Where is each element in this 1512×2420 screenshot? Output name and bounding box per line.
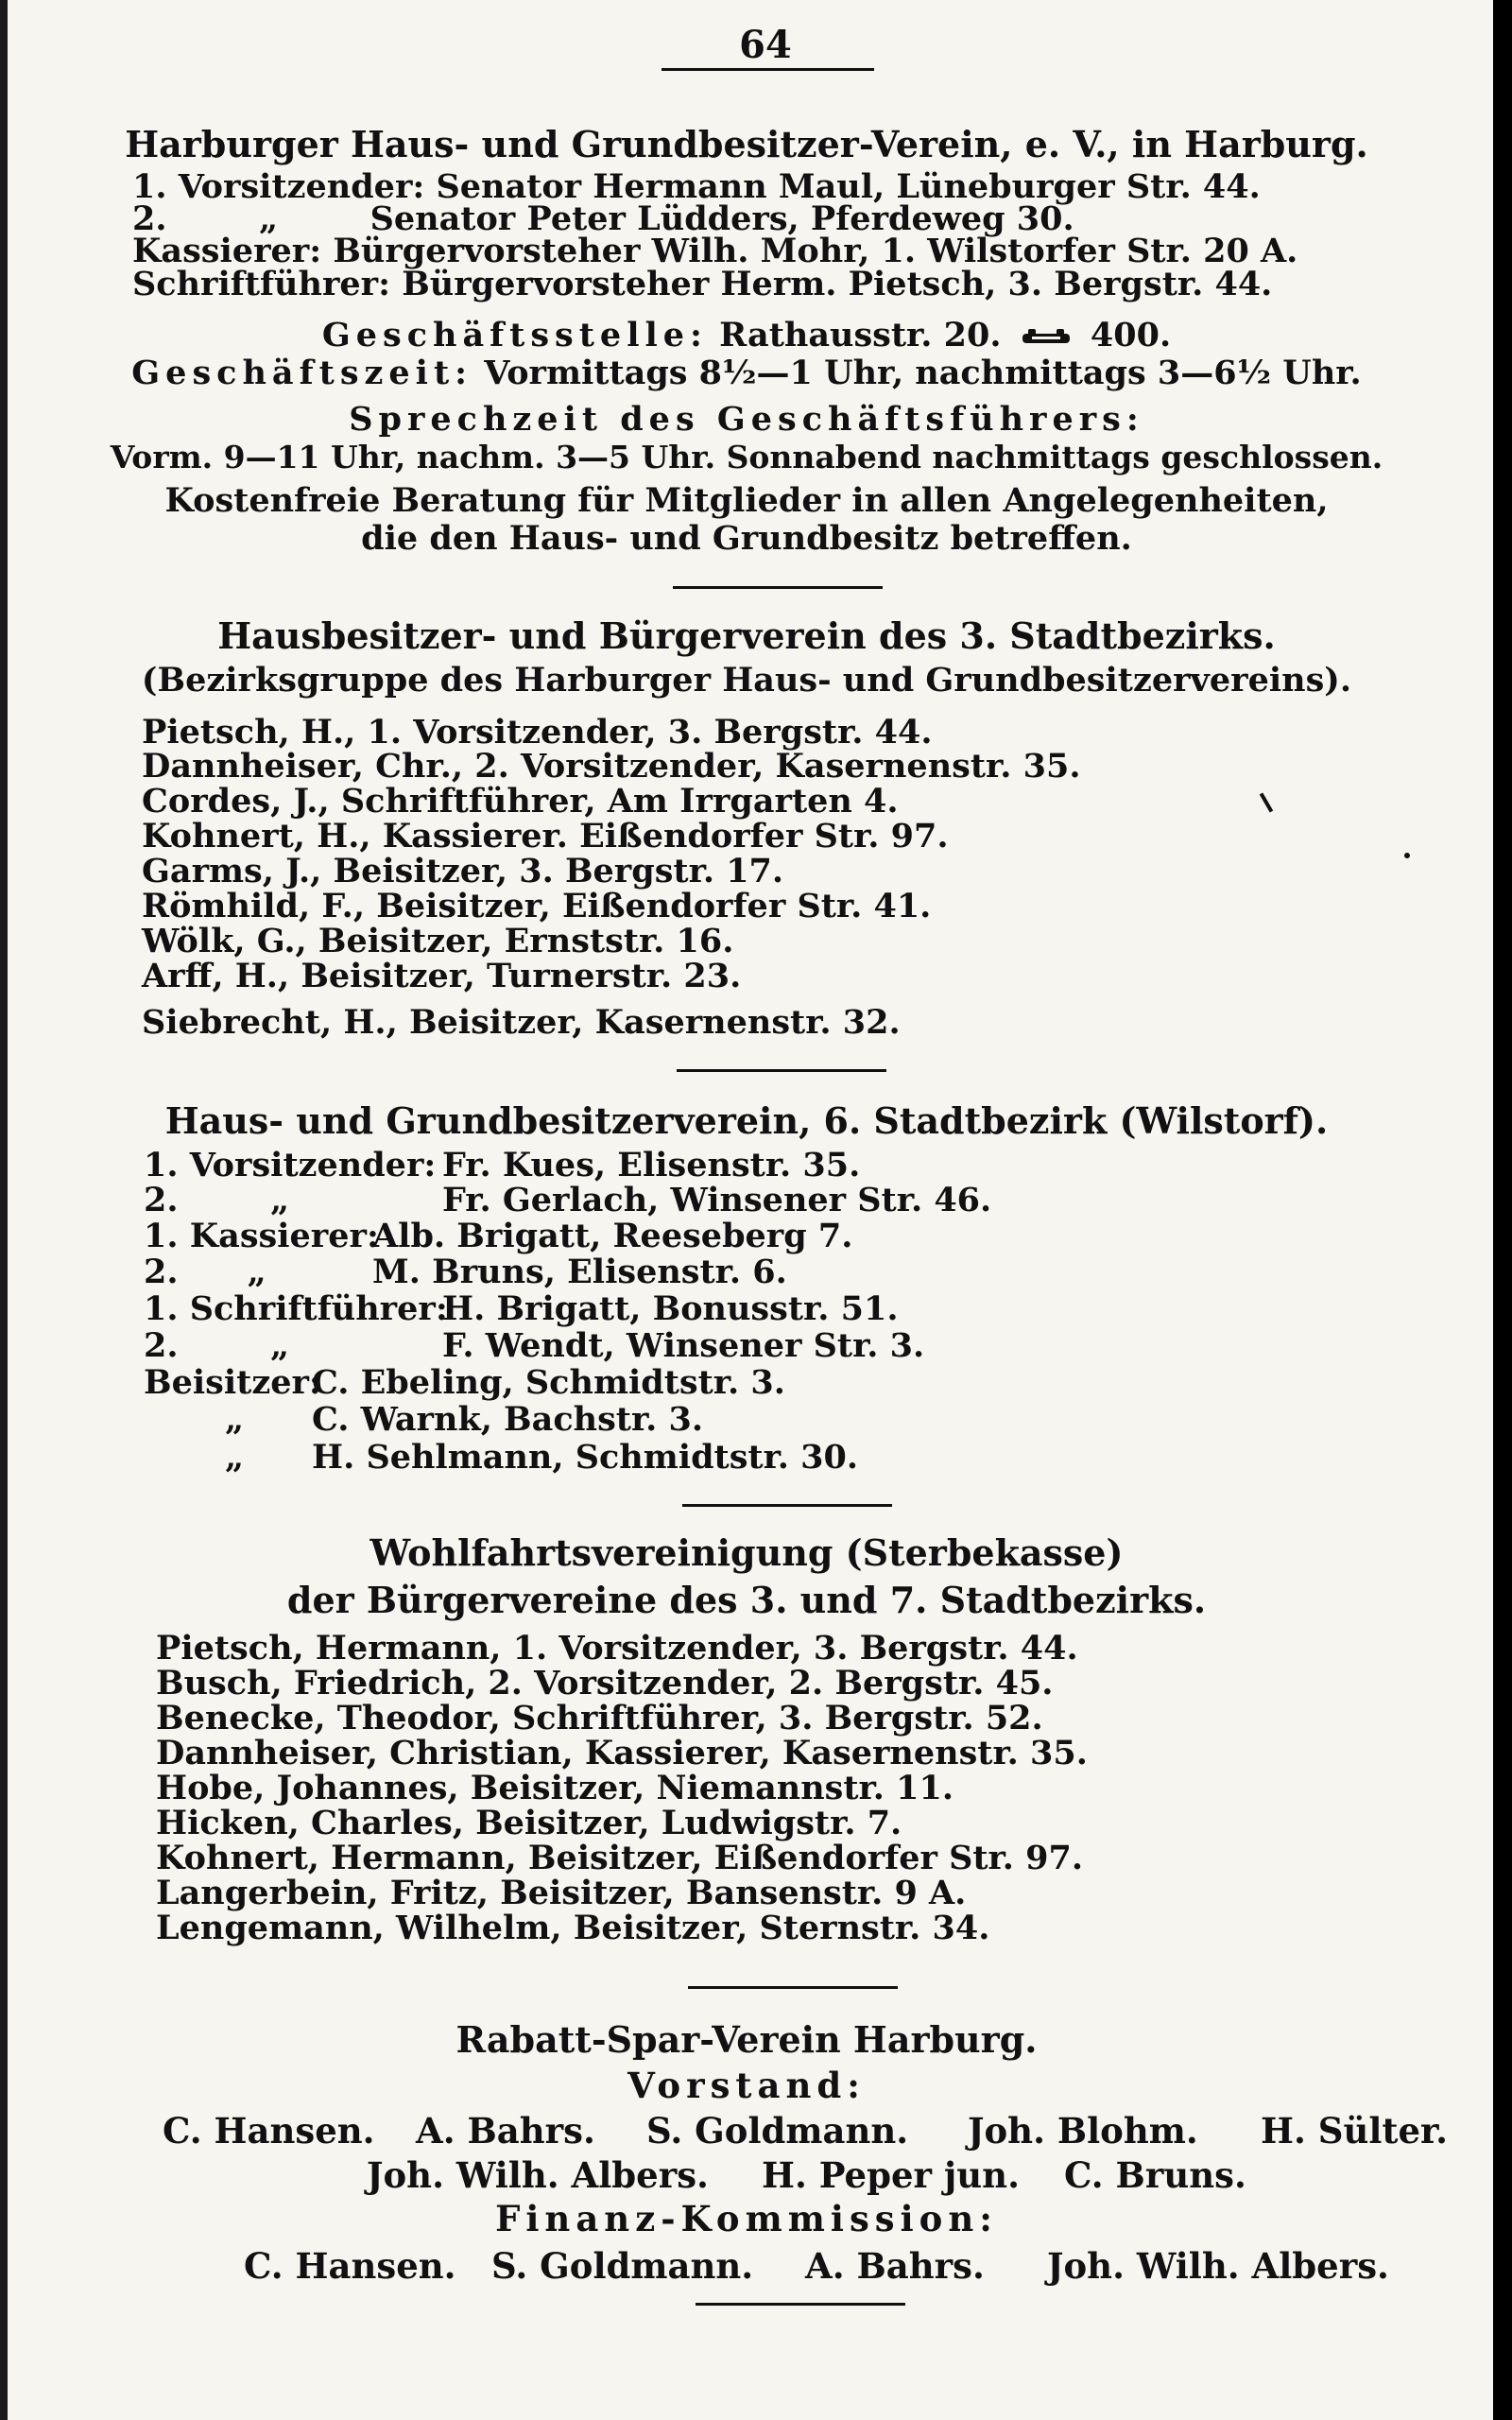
member-line: Siebrecht, H., Beisitzer, Kasernenstr. 32. <box>142 1003 901 1042</box>
board-member: S. Goldmann. <box>646 2110 909 2152</box>
board-member: C. Hansen. <box>163 2110 375 2152</box>
officer-name: C. Warnk, Bachstr. 3. <box>312 1400 704 1439</box>
officer-name: Alb. Brigatt, Reeseberg 7. <box>372 1217 853 1255</box>
officer-role: „ <box>225 1438 245 1477</box>
officer-name: C. Ebeling, Schmidtstr. 3. <box>312 1363 785 1402</box>
office-address: Rathausstr. 20. <box>719 316 1002 354</box>
hours-line <box>0 354 1493 392</box>
officer-role: 2. „ <box>144 1253 266 1291</box>
member-line: Römhild, F., Beisitzer, Eißendorfer Str. 41. <box>142 887 932 925</box>
member-line: Busch, Friedrich, 2. Vorsitzender, 2. Bergstr. 45. <box>156 1664 1054 1703</box>
officer-role: „ <box>225 1400 245 1439</box>
member-line: Arff, H., Beisitzer, Turnerstr. 23. <box>142 957 742 995</box>
office-label: Geschäftsstelle: <box>321 316 708 354</box>
board-member: Joh. Blohm. <box>968 2110 1198 2152</box>
finance-member: A. Bahrs. <box>805 2245 985 2287</box>
officer-name: H. Brigatt, Bonusstr. 51. <box>442 1289 899 1328</box>
member-line: Hobe, Johannes, Beisitzer, Niemannstr. 11. <box>156 1769 954 1807</box>
section-2-subtitle: (Bezirksgruppe des Harburger Haus- und Grundbesitzervereins). <box>141 661 1352 700</box>
section-1-line: 2. „ Senator Peter Lüdders, Pferdeweg 30. <box>132 199 1074 238</box>
officer-role: 1. Vorsitzender: <box>144 1146 437 1184</box>
finance-member: S. Goldmann. <box>491 2245 754 2287</box>
officer-role: 1. Kassierer: <box>144 1217 379 1255</box>
officer-name: F. Wendt, Winsener Str. 3. <box>442 1326 925 1365</box>
ink-speck <box>1260 792 1273 812</box>
officer-role: 1. Schriftführer: <box>144 1289 448 1328</box>
board-member: A. Bahrs. <box>416 2110 595 2152</box>
consult-hours: Vorm. 9—11 Uhr, nachm. 3—5 Uhr. Sonnabend nachmittags geschlossen. <box>110 439 1383 475</box>
member-line: Pietsch, H., 1. Vorsitzender, 3. Bergstr. 44. <box>142 713 933 752</box>
member-line: Langerbein, Fritz, Beisitzer, Bansenstr. 9 A. <box>156 1874 967 1912</box>
section-divider <box>673 586 883 589</box>
board-label: Vorstand: <box>627 2065 866 2106</box>
officer-name: H. Sehlmann, Schmidtstr. 30. <box>312 1438 859 1477</box>
officer-role: 2. „ <box>144 1181 290 1219</box>
section-divider <box>677 1069 886 1072</box>
note-line-1: Kostenfreie Beratung für Mitglieder in allen Angelegenheiten, <box>164 481 1329 520</box>
telephone-icon <box>1019 326 1074 349</box>
header-rule <box>662 68 874 71</box>
member-line: Benecke, Theodor, Schriftführer, 3. Bergstr. 52. <box>156 1699 1043 1737</box>
member-line: Lengemann, Wilhelm, Beisitzer, Sternstr. 34. <box>156 1909 990 1947</box>
office-line <box>0 317 1493 354</box>
ink-speck <box>1404 853 1410 858</box>
finance-label: Finanz-Kommission: <box>495 2198 998 2239</box>
note-line-2: die den Haus- und Grundbesitz betreffen. <box>361 519 1132 558</box>
section-1-line: Schriftführer: Bürgervorsteher Herm. Pietsch, 3. Bergstr. 44. <box>132 265 1273 303</box>
member-line: Kohnert, Hermann, Beisitzer, Eißendorfer Str. 97. <box>156 1839 1084 1877</box>
board-member: H. Sülter. <box>1261 2110 1449 2152</box>
officer-name: M. Bruns, Elisenstr. 6. <box>372 1253 787 1291</box>
member-line: Dannheiser, Chr., 2. Vorsitzender, Kasernenstr. 35. <box>142 747 1081 786</box>
office-phone: 400. <box>1090 316 1172 354</box>
member-line: Wölk, G., Beisitzer, Ernststr. 16. <box>142 922 734 960</box>
hours-text: Vormittags 8½—1 Uhr, nachmittags 3—6½ Uhr. <box>484 354 1362 392</box>
finance-member: C. Hansen. <box>244 2245 456 2287</box>
section-1-line: Kassierer: Bürgervorsteher Wilh. Mohr, 1. Wilstorfer Str. 20 A. <box>132 232 1298 270</box>
board-member: C. Bruns. <box>1064 2154 1246 2196</box>
board-member: Joh. Wilh. Albers. <box>367 2154 709 2196</box>
section-5-title: Rabatt-Spar-Verein Harburg. <box>455 2018 1038 2061</box>
section-1-title: Harburger Haus- und Grundbesitzer-Verein, e. V., in Harburg. <box>125 123 1368 165</box>
officer-role: Beisitzer: <box>144 1363 321 1402</box>
footer-rule <box>696 2303 905 2306</box>
board-member: H. Peper jun. <box>762 2154 1020 2196</box>
finance-member: Joh. Wilh. Albers. <box>1047 2245 1389 2287</box>
section-4-subtitle: der Bürgervereine des 3. und 7. Stadtbezirks. <box>286 1579 1207 1621</box>
member-line: Hicken, Charles, Beisitzer, Ludwigstr. 7. <box>156 1804 902 1842</box>
section-2-title: Hausbesitzer- und Bürgerverein des 3. Stadtbezirks. <box>217 614 1276 657</box>
section-divider <box>682 1504 892 1507</box>
member-line: Dannheiser, Christian, Kassierer, Kasernenstr. 35. <box>156 1734 1088 1772</box>
member-line: Pietsch, Hermann, 1. Vorsitzender, 3. Bergstr. 44. <box>156 1629 1078 1668</box>
member-line: Kohnert, H., Kassierer. Eißendorfer Str. 97. <box>142 817 949 856</box>
section-divider <box>688 1986 898 1989</box>
hours-label: Geschäftszeit: <box>131 354 473 392</box>
officer-name: Fr. Kues, Elisenstr. 35. <box>442 1146 861 1184</box>
officer-role: 2. „ <box>144 1326 290 1365</box>
section-3-title: Haus- und Grundbesitzerverein, 6. Stadtbezirk (Wilstorf). <box>164 1099 1329 1142</box>
page-number: 64 <box>739 23 792 67</box>
section-4-title: Wohlfahrtsvereinigung (Sterbekasse) <box>369 1531 1124 1574</box>
member-line: Cordes, J., Schriftführer, Am Irrgarten 4. <box>142 782 899 821</box>
section-1-line: 1. Vorsitzender: Senator Hermann Maul, Lüneburger Str. 44. <box>132 167 1261 206</box>
member-line: Garms, J., Beisitzer, 3. Bergstr. 17. <box>142 852 784 890</box>
officer-name: Fr. Gerlach, Winsener Str. 46. <box>442 1181 992 1219</box>
consult-label: Sprechzeit des Geschäftsführers: <box>349 400 1144 439</box>
